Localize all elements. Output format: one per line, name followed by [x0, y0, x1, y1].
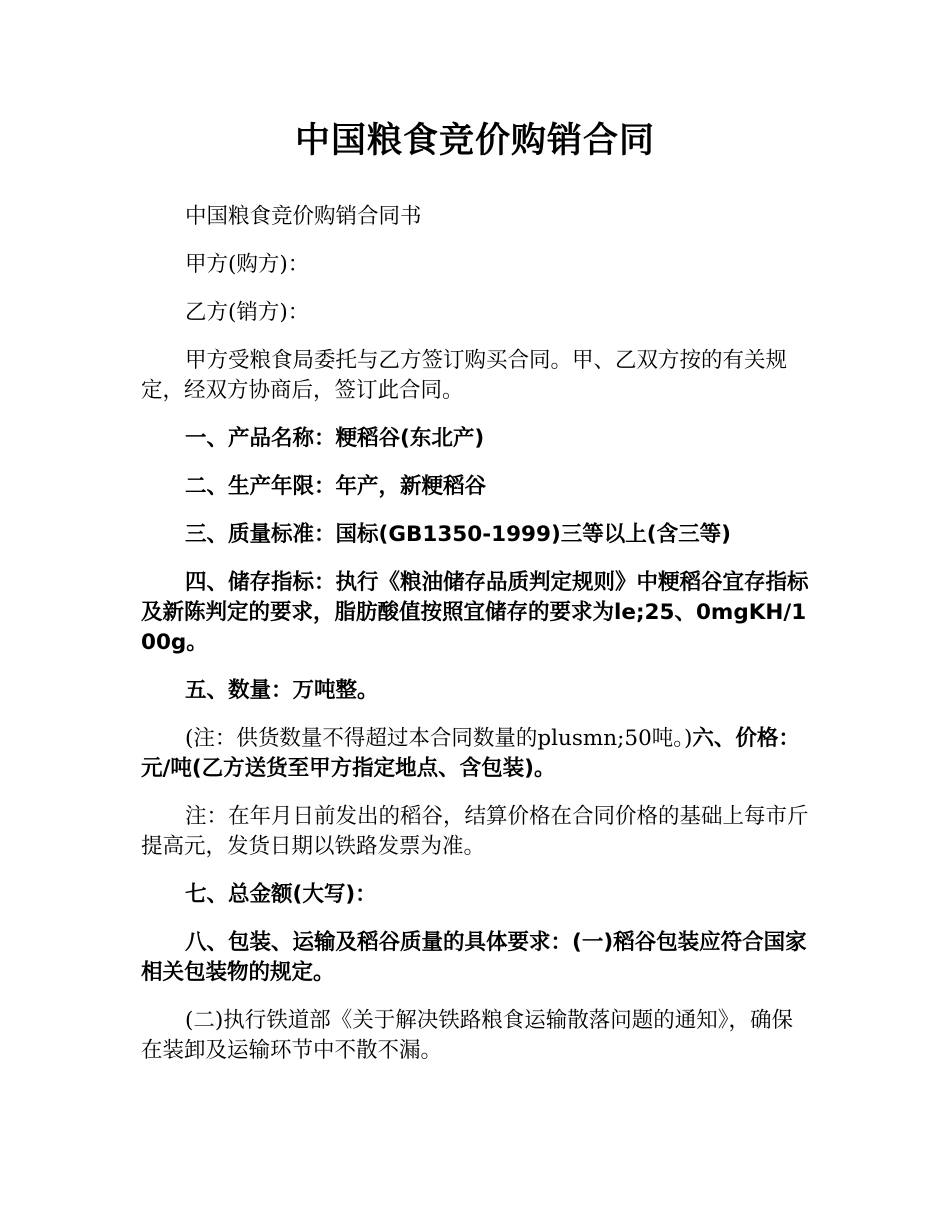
clause-quality-standard: 三、质量标准：国标(GB1350-1999)三等以上(含三等) [185, 522, 731, 547]
quantity-note-and-price-clause [141, 724, 811, 784]
clause-price: 六、价格：元/吨(乙方送货至甲方指定地点、含包装)。 [141, 726, 800, 781]
document-body [141, 202, 811, 1084]
transport-requirement: (二)执行铁道部《关于解决铁路粮食运输散落问题的通知》，确保在装卸及运输环节中不散不漏。 [141, 1008, 794, 1063]
clause-storage-indicator: 四、储存指标：执行《粮油储存品质判定规则》中粳稻谷宜存指标及新陈判定的要求，脂肪酸值按照宜储存的要求为le;25、0mgKH/100g。 [141, 570, 809, 655]
clause-total-amount: 七、总金额(大写)： [185, 882, 377, 907]
clause-product-name: 一、产品名称：粳稻谷(东北产) [185, 426, 485, 451]
party-a-line: 甲方(购方)： [185, 252, 310, 277]
party-b-line: 乙方(销方)： [185, 300, 310, 325]
document-title: 中国粮食竞价购销合同 [294, 121, 655, 161]
quantity-note: (注：供货数量不得超过本合同数量的plusmn;50吨。) [185, 726, 693, 751]
clause-production-year: 二、生产年限：年产，新粳稻谷 [185, 474, 487, 499]
preamble-paragraph: 甲方受粮食局委托与乙方签订购买合同。甲、乙双方按的有关规定，经双方协商后，签订此合同。 [141, 348, 788, 403]
clause-quantity: 五、数量：万吨整。 [185, 678, 379, 703]
price-note: 注：在年月日前发出的稻谷，结算价格在合同价格的基础上每市斤提高元，发货日期以铁路发票为准。 [141, 804, 809, 859]
clause-packaging-transport: 八、包装、运输及稻谷质量的具体要求：(一)稻谷包装应符合国家相关包装物的规定。 [141, 930, 807, 985]
contract-book-title: 中国粮食竞价购销合同书 [185, 204, 422, 229]
